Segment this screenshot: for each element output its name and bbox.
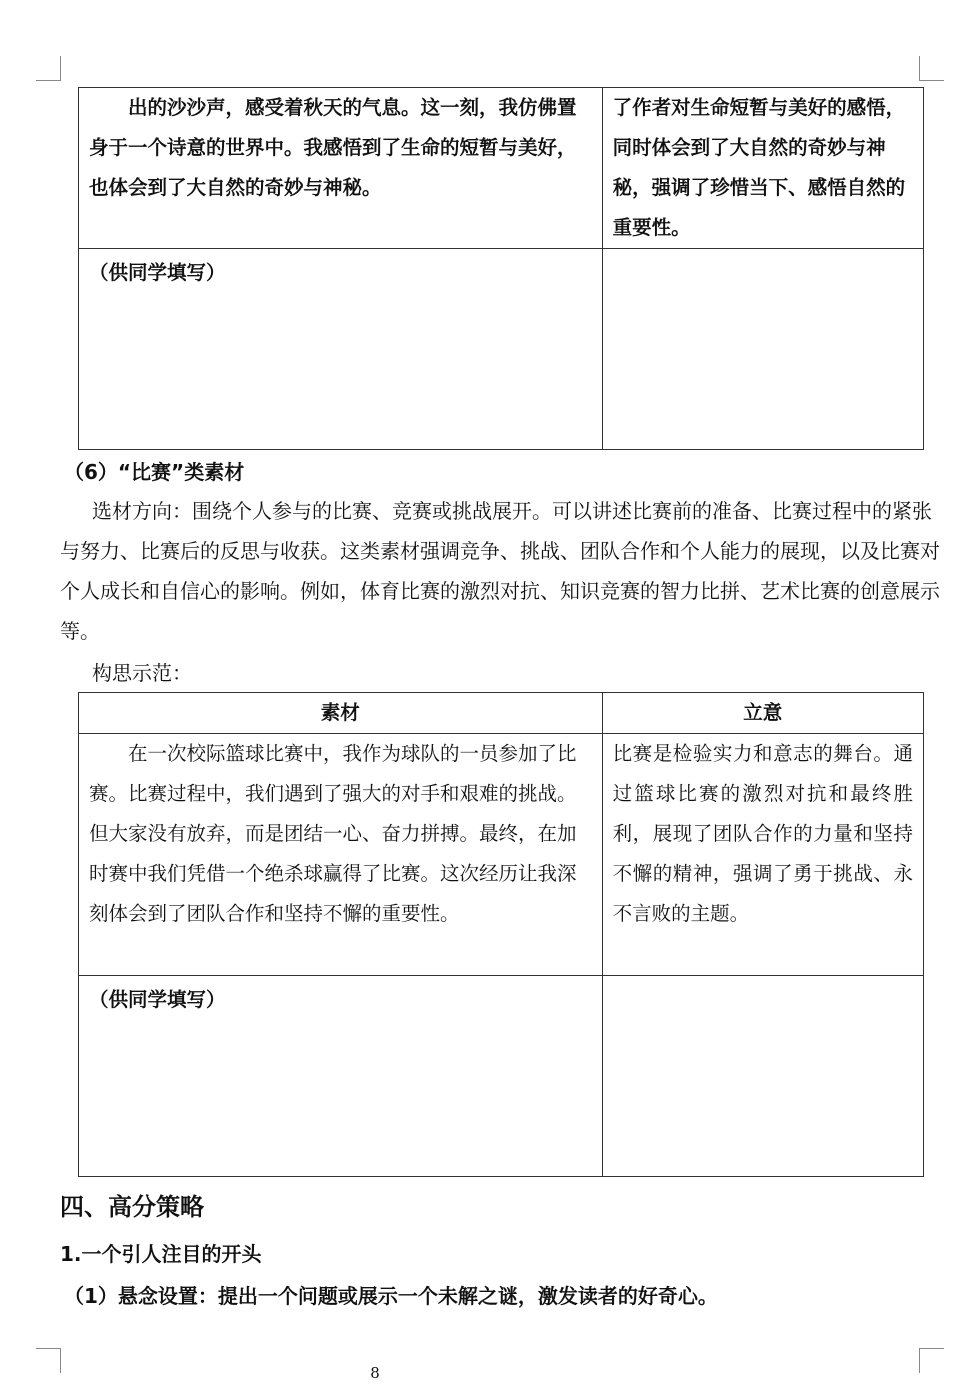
material-cell: 在一次校际篮球比赛中，我作为球队的一员参加了比赛。比赛过程中，我们遇到了强大的对手和艰难的挑战。但大家没有放弃，而是团结一心、奋力拼搏。最终，在加时赛中我们凭借一个绝杀球赢得了比赛。这次经历让我深刻体会到了团队合作和坚持不懈的重要性。 bbox=[79, 734, 603, 976]
header-material: 素材 bbox=[79, 693, 603, 734]
material-table-1 bbox=[78, 87, 924, 450]
fill-in-cell-blank[interactable] bbox=[602, 249, 923, 450]
fill-in-label: （供同学填写） bbox=[89, 261, 226, 284]
crop-mark-bottom-right bbox=[919, 1348, 944, 1373]
point-1: （1）悬念设置：提出一个问题或展示一个未解之谜，激发读者的好奇心。 bbox=[64, 1284, 718, 1308]
idea-cell: 比赛是检验实力和意志的舞台。通过篮球比赛的激烈对抗和最终胜利，展现了团队合作的力量和坚持不懈的精神，强调了勇于挑战、永不言败的主题。 bbox=[602, 734, 923, 976]
header-idea: 立意 bbox=[602, 693, 923, 734]
crop-mark-top-left bbox=[36, 56, 61, 81]
table-row bbox=[79, 734, 924, 976]
table-header-row bbox=[79, 693, 924, 734]
section-4-heading: 四、高分策略 bbox=[60, 1193, 204, 1221]
crop-mark-top-right bbox=[919, 56, 944, 81]
table-row bbox=[79, 249, 924, 450]
table-row bbox=[79, 976, 924, 1177]
fill-in-cell[interactable] bbox=[79, 976, 603, 1177]
material-cell: 出的沙沙声，感受着秋天的气息。这一刻，我仿佛置身于一个诗意的世界中。我感悟到了生命的短暂与美好，也体会到了大自然的奇妙与神秘。 bbox=[79, 88, 603, 249]
selection-direction-paragraph: 选材方向：围绕个人参与的比赛、竞赛或挑战展开。可以讲述比赛前的准备、比赛过程中的紧张与努力、比赛后的反思与收获。这类素材强调竞争、挑战、团队合作和个人能力的展现，以及比赛对个人成长和自信心的影响。例如，体育比赛的激烈对抗、知识竞赛的智力比拼、艺术比赛的创意展示等。 bbox=[60, 499, 940, 643]
section-6-title: （6）“比赛”类素材 bbox=[64, 460, 245, 484]
page-number: 8 bbox=[370, 1364, 380, 1382]
material-table-2 bbox=[78, 692, 924, 1177]
fill-in-cell[interactable] bbox=[79, 249, 603, 450]
fill-in-label: （供同学填写） bbox=[89, 988, 226, 1011]
subheading-1: 1.一个引人注目的开头 bbox=[60, 1242, 262, 1266]
idea-cell: 了作者对生命短暂与美好的感悟，同时体会到了大自然的奇妙与神秘，强调了珍惜当下、感悟自然的重要性。 bbox=[602, 88, 923, 249]
table-row bbox=[79, 88, 924, 249]
demo-label: 构思示范： bbox=[92, 661, 192, 685]
fill-in-cell-blank[interactable] bbox=[602, 976, 923, 1177]
